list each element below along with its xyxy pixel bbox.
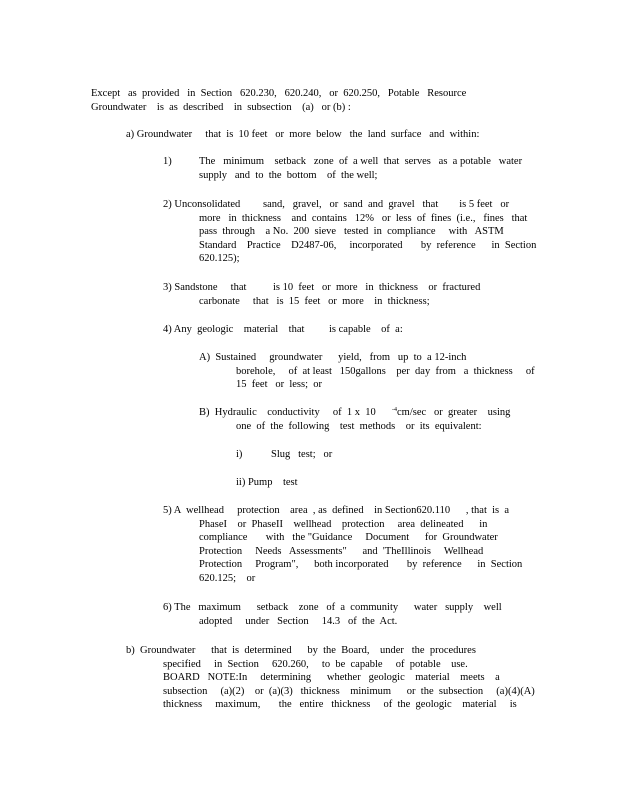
exponent: -4 [392,407,397,413]
section-a-heading [126,128,479,142]
item-3-line-1: is 10 feet or more in thickness or fractured [273,282,481,293]
intro-paragraph [91,87,466,114]
item-4-b-units: cm/sec or greater using [397,407,511,418]
item-2-lead: 2) Unconsolidated [163,199,241,210]
item-4-a-line-1: A) Sustained groundwater yield, from up to a 12-inch [199,352,467,363]
item-4-b-i-number: i) [236,449,243,460]
item-4-a-line-2: borehole, of at least 150gallons per day from a thickness of [236,365,535,377]
item-1 [163,155,543,185]
item-4-b [199,406,539,436]
item-2-line-1: sand, gravel, or sand and gravel that is 5 feet or [263,199,510,210]
board-note-line-2: subsection (a)(2) or (a)(3) thickness minimum or the subsection (a)(4)(A) [163,685,535,697]
item-4-line-1: is capable of a: [329,324,403,335]
item-4-a [199,351,539,395]
intro-line-2: Groundwater is as described in subsection (a) or (b) : [91,101,351,113]
board-note-line-1: BOARD NOTE:In determining whether geologic material meets a [163,672,500,684]
item-4-b-line-2: one of the following test methods or its equivalent: [236,420,482,432]
item-5-line-4: Protection Needs Assessments" and 'TheIllinois Wellhead [199,545,484,557]
item-4-b-line-1: B) Hydraulic conductivity of 1 x 10 [199,407,376,418]
item-3-line-2: carbonate that is 15 feet or more in thickness; [199,295,430,307]
item-5-line-2: PhaseI or PhaseII wellhead protection area delineated in [199,518,488,530]
item-2-line-3: pass through a No. 200 sieve tested in compliance with ASTM [199,226,504,238]
section-b [126,644,546,716]
item-2-line-4: Standard Practice D2487-06, incorporated by reference in Section [199,239,537,251]
item-5-line-6: 620.125; or [199,572,256,584]
section-b-line-2: specified in Section 620.260, to be capable of potable use. [163,658,468,670]
item-6 [163,601,543,631]
item-4-b-i-text: Slug test; or [271,449,333,460]
section-b-line-1: b) Groundwater that is determined by the Board, under the procedures [126,645,476,656]
item-6-line-2: adopted under Section 14.3 of the Act. [199,615,398,627]
item-1-line-2: supply and to the bottom of the well; [199,169,378,181]
item-2 [163,198,543,268]
item-2-line-5: 620.125); [199,253,240,265]
item-1-number: 1) [163,156,172,167]
item-4-b-ii [236,476,298,490]
item-1-line-1: The minimum setback zone of a well that serves as a potable water [199,156,523,167]
item-4-a-line-3: 15 feet or less; or [236,379,323,391]
item-5-line-1: 5) A wellhead protection area , as defined in Section620.110 , that is a [163,505,510,516]
board-note-line-3: thickness maximum, the entire thickness of the geologic material is [163,699,517,711]
item-3 [163,281,543,311]
item-5-line-3: compliance with the "Guidance Document for Groundwater [199,532,498,544]
intro-line-1: Except as provided in Section 620.230, 620.240, or 620.250, Potable Resource [91,88,467,99]
section-a-heading-text: a) Groundwater that is 10 feet or more below the land surface and within: [126,129,480,140]
item-5 [163,504,543,588]
item-4-lead: 4) Any geologic material that [163,324,305,335]
item-4-b-line-1-rest [392,406,510,420]
item-4 [163,323,543,339]
item-6-line-1: 6) The maximum setback zone of a community water supply well [163,602,502,613]
item-3-lead: 3) Sandstone that [163,282,247,293]
item-4-b-ii-text: ii) Pump test [236,477,298,488]
item-2-line-2: more in thickness and contains 12% or less of fines (i.e., fines that [199,212,528,224]
item-4-b-i [236,448,436,464]
item-5-line-5: Protection Program", both incorporated by reference in Section [199,559,523,571]
